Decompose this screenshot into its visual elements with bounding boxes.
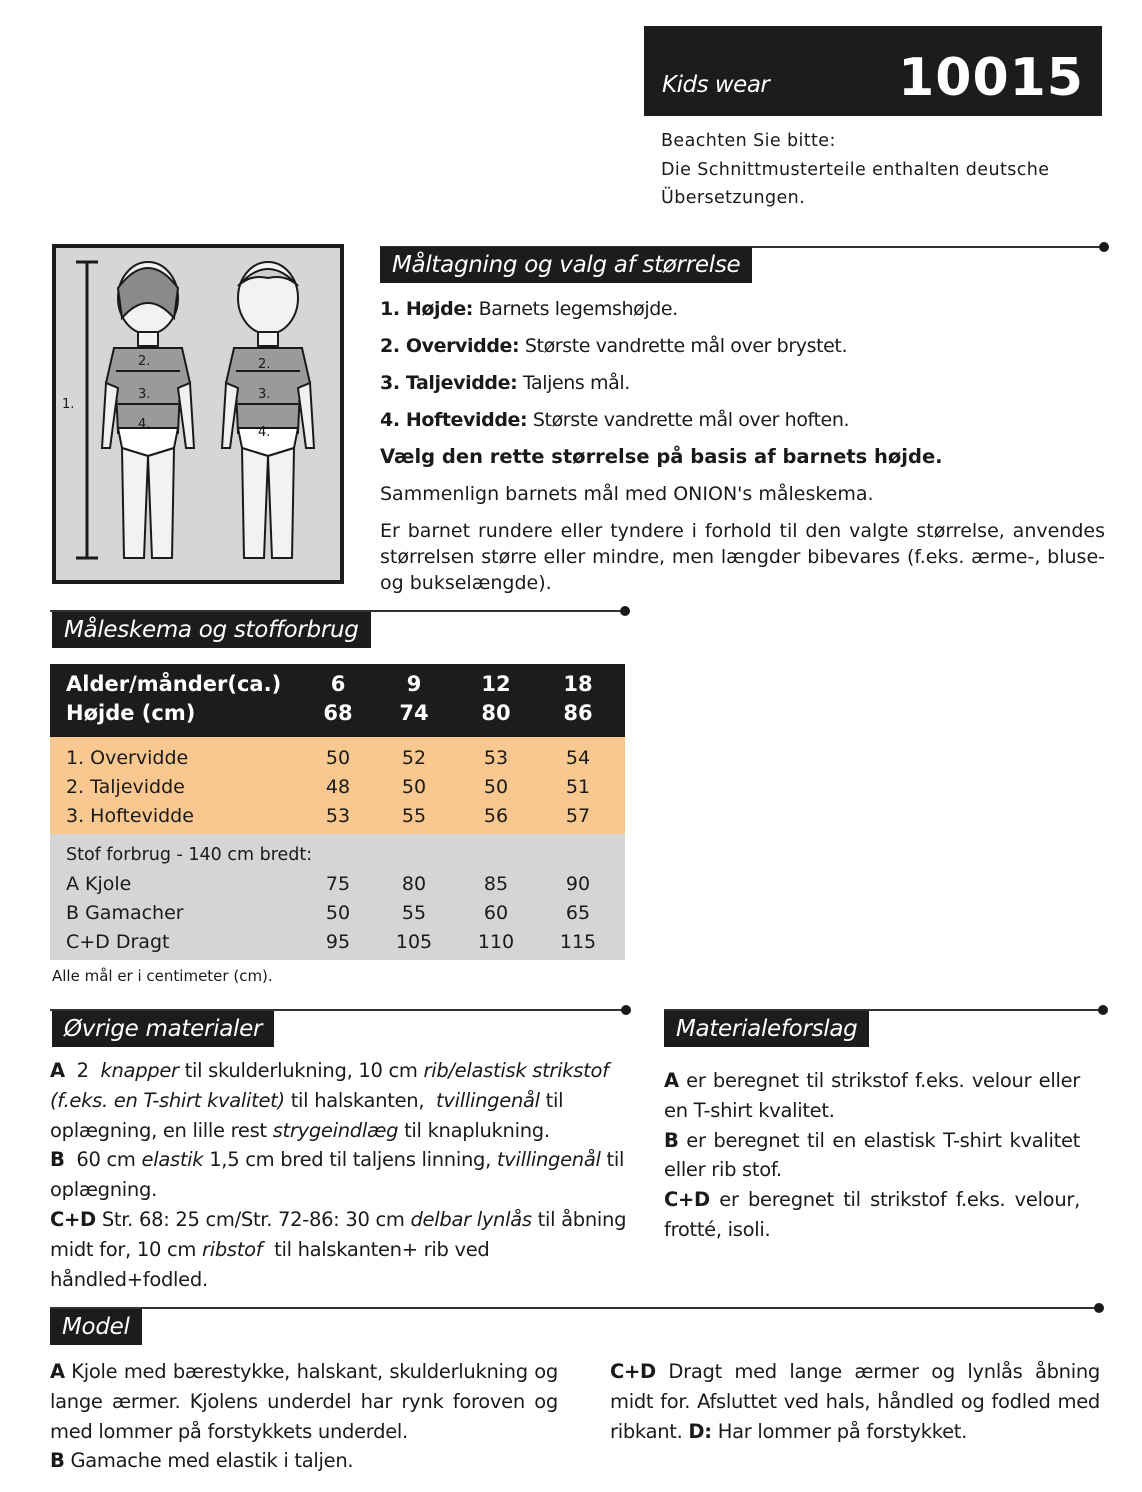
measure-item: 3. Taljevidde: Taljens mål. bbox=[380, 372, 630, 394]
note-line: Beachten Sie bitte: bbox=[661, 131, 836, 151]
note-line: Übersetzungen. bbox=[661, 188, 806, 208]
material-suggestion-text bbox=[664, 1066, 1080, 1245]
table-row: 3. Hoftevidde 53 55 56 57 bbox=[66, 805, 591, 827]
label-chest: 2. bbox=[258, 357, 271, 372]
model-b: B Gamache med elastik i taljen. bbox=[50, 1449, 354, 1473]
suggestion-a: A er beregnet til strikstof f.eks. velour eller en T-shirt kvalitet. bbox=[664, 1069, 1080, 1122]
measure-item: 4. Hoftevidde: Største vandrette mål over hoften. bbox=[380, 409, 850, 431]
section-dot bbox=[620, 606, 630, 616]
size-choice-note: Vælg den rette størrelse på basis af barnets højde. bbox=[380, 445, 943, 468]
material-b: B 60 cm elastik 1,5 cm bred til taljens linning, tvillingenål til oplægning. bbox=[50, 1148, 625, 1202]
note-line: Die Schnittmusterteile enthalten deutsche bbox=[661, 159, 1050, 180]
german-note bbox=[661, 127, 1049, 213]
size-chart-header bbox=[50, 664, 625, 737]
header-subtitle: Kids wear bbox=[662, 72, 770, 98]
section-title-material-suggestion: Materialeforslag bbox=[664, 1011, 869, 1047]
table-row: Højde (cm) 68 74 80 86 bbox=[66, 701, 593, 725]
label-waist: 3. bbox=[138, 387, 151, 402]
pattern-number: 10015 bbox=[898, 48, 1084, 108]
header-box bbox=[644, 26, 1102, 116]
fabric-title: Stof forbrug - 140 cm bredt: bbox=[66, 845, 313, 865]
label-waist: 3. bbox=[258, 387, 271, 402]
section-dot bbox=[1094, 1303, 1104, 1313]
section-title-model: Model bbox=[50, 1309, 142, 1345]
section-dot bbox=[1099, 242, 1109, 252]
suggestion-b: B er beregnet til en elastisk T-shirt kvalitet eller rib stof. bbox=[664, 1128, 1080, 1182]
label-chest: 2. bbox=[138, 354, 151, 369]
table-row: C+D Dragt 95 105 110 115 bbox=[66, 931, 597, 953]
size-chart-body bbox=[50, 737, 625, 834]
fit-note: Er barnet rundere eller tyndere i forhold til den valgte størrelse, anvendes størrelsen større eller mindre, men længder bibevares (f.eks. ærme-, bluse- og bukselængde). bbox=[380, 520, 1105, 594]
material-cd: C+D Str. 68: 25 cm/Str. 72-86: 30 cm delbar lynlås til åbning midt for, 10 cm ribstof til halskanten+ rib ved håndled+fodled. bbox=[50, 1207, 627, 1291]
suggestion-cd: C+D er beregnet til strikstof f.eks. velour, frotté, isoli. bbox=[664, 1188, 1080, 1241]
measure-instructions bbox=[380, 296, 1105, 607]
model-a: A Kjole med bærestykke, halskant, skulderlukning og lange ærmer. Kjolens underdel har rynk foroven og med lommer på forstykkets underdel. bbox=[50, 1360, 558, 1443]
section-title-size-chart: Måleskema og stofforbrug bbox=[52, 612, 371, 648]
measure-item: 2. Overvidde: Største vandrette mål over brystet. bbox=[380, 335, 848, 357]
table-row: 1. Overvidde 50 52 53 54 bbox=[66, 747, 591, 769]
size-chart bbox=[50, 664, 625, 960]
section-dot bbox=[621, 1005, 631, 1015]
table-row: Alder/månder(ca.) 6 9 12 18 bbox=[66, 672, 593, 696]
compare-note: Sammenlign barnets mål med ONION's måleskema. bbox=[380, 483, 874, 505]
material-a: A 2 knapper til skulderlukning, 10 cm rib/elastisk strikstof (f.eks. en T-shirt kvalitet) til halskanten, tvillingenål til oplægning, en lille rest strygeindlæg til knaplukning. bbox=[50, 1059, 609, 1142]
measure-item: 1. Højde: Barnets legemshøjde. bbox=[380, 298, 678, 320]
measurement-figure bbox=[52, 244, 344, 584]
section-title-measure: Måltagning og valg af størrelse bbox=[380, 247, 752, 283]
model-description-right bbox=[610, 1357, 1100, 1446]
table-row: 2. Taljevidde 48 50 50 51 bbox=[66, 776, 591, 798]
girl-figure bbox=[102, 262, 194, 558]
table-row: B Gamacher 50 55 60 65 bbox=[66, 902, 591, 924]
label-hip: 4. bbox=[138, 417, 151, 432]
fabric-usage bbox=[50, 834, 625, 960]
model-description-left bbox=[50, 1357, 558, 1476]
other-materials-text bbox=[50, 1056, 635, 1294]
label-height: 1. bbox=[62, 397, 75, 412]
boy-figure bbox=[222, 262, 314, 558]
table-footnote: Alle mål er i centimeter (cm). bbox=[52, 967, 273, 985]
section-rule bbox=[50, 1307, 1098, 1309]
section-title-other-materials: Øvrige materialer bbox=[52, 1011, 274, 1047]
children-illustration bbox=[56, 248, 340, 580]
table-row: A Kjole 75 80 85 90 bbox=[66, 873, 591, 895]
model-cd: C+D Dragt med lange ærmer og lynlås åbning midt for. Afsluttet ved hals, håndled og fodled med ribkant. D: Har lommer på forstykket. bbox=[610, 1360, 1100, 1443]
label-hip: 4. bbox=[258, 425, 271, 440]
section-dot bbox=[1098, 1005, 1108, 1015]
